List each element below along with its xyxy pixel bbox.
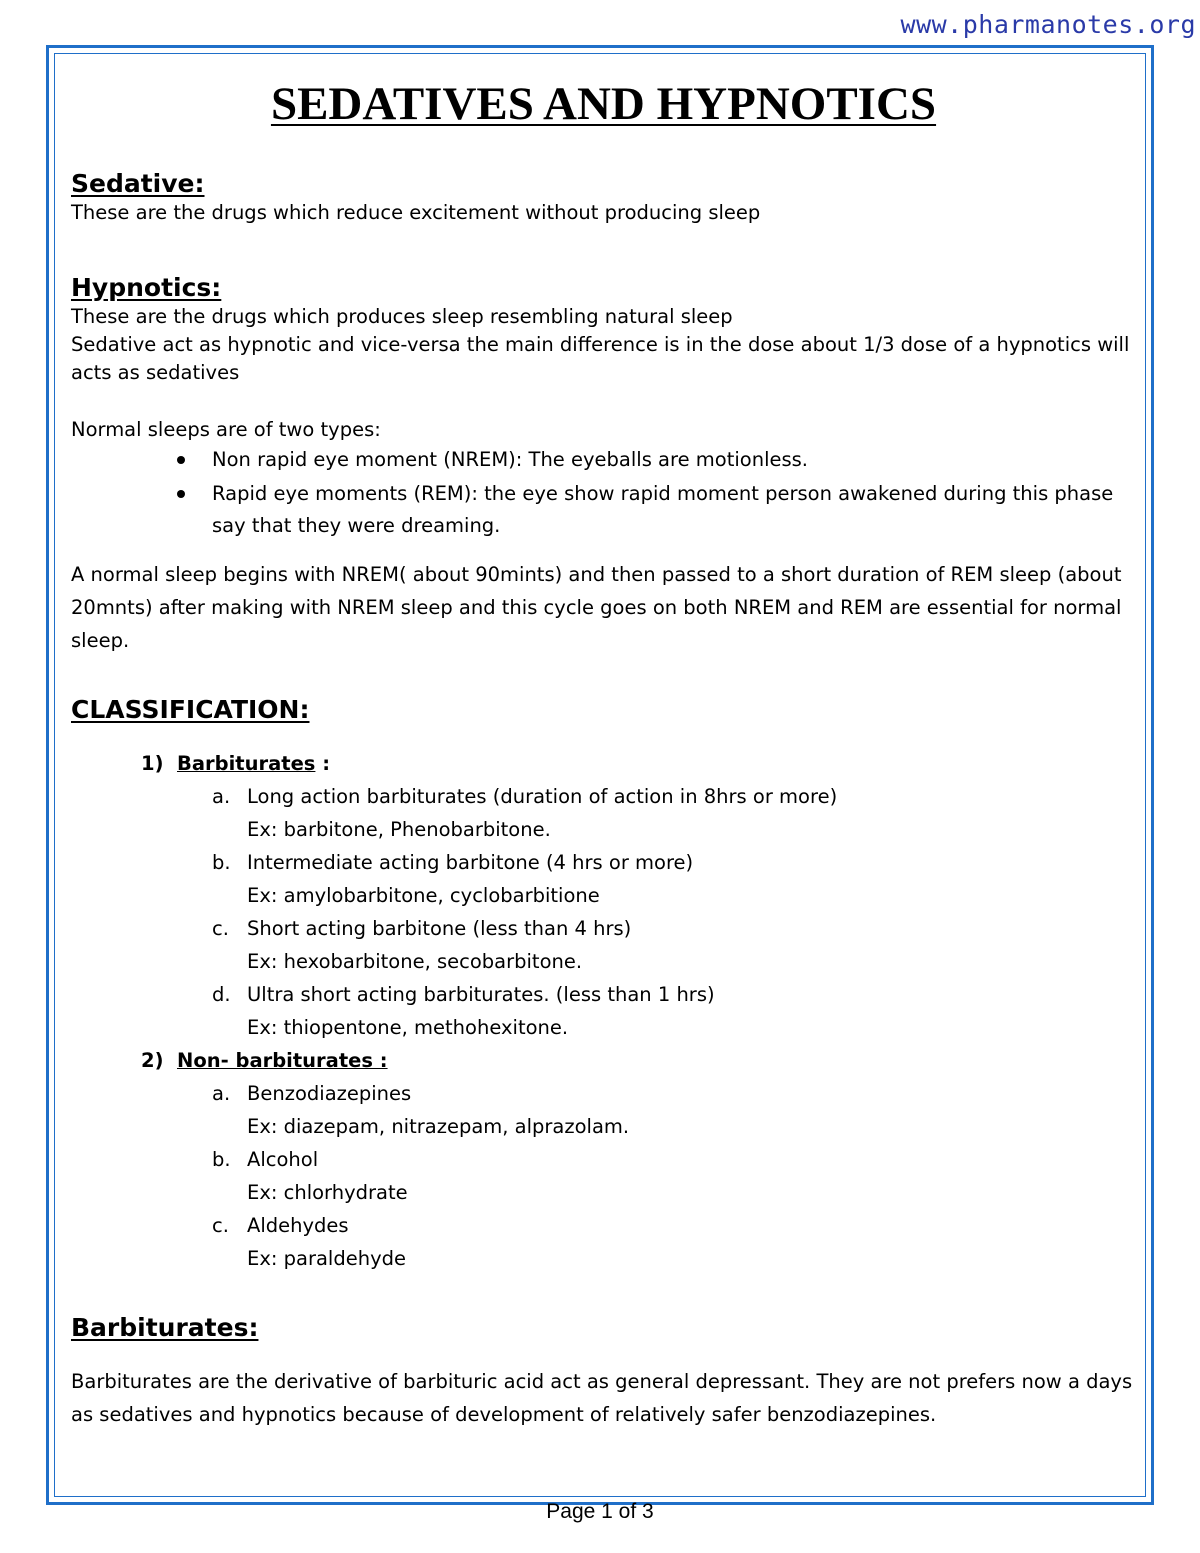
sleep-cycle-paragraph: A normal sleep begins with NREM( about 90mints) and then passed to a short duration of REM sleep (about 20mnts) after making with NREM sleep and this cycle goes on both NREM and REM are essential for normal sleep. (71, 563, 1122, 652)
hypnotics-dose-note: Sedative act as hypnotic and vice-versa the main difference is in the dose about 1/3 dose of a hypnotics will acts as sedatives (71, 333, 1130, 384)
classification-group-barbiturates: 1) Barbiturates : (141, 752, 331, 775)
example-line: Ex: paraldehyde (247, 1247, 406, 1270)
list-item: c. Short acting barbitone (less than 4 hrs) (212, 917, 632, 940)
list-item: a. Long action barbiturates (duration of action in 8hrs or more) (212, 785, 838, 808)
sedative-definition: These are the drugs which reduce excitement without producing sleep (71, 201, 761, 224)
bullet-icon (177, 490, 185, 498)
example-line: Ex: thiopentone, methohexitone. (247, 1016, 569, 1039)
example-line: Ex: diazepam, nitrazepam, alprazolam. (247, 1115, 630, 1138)
sleep-types-intro: Normal sleeps are of two types: (71, 418, 381, 441)
example-line: Ex: hexobarbitone, secobarbitone. (247, 950, 583, 973)
list-item: a. Benzodiazepines (212, 1082, 412, 1105)
sleep-types-list (71, 444, 1136, 542)
example-line: Ex: chlorhydrate (247, 1181, 408, 1204)
list-item: c. Aldehydes (212, 1214, 349, 1237)
list-item: Rapid eye moments (REM): the eye show rapid moment person awakened during this phase say that they were dreaming. (177, 478, 1136, 542)
classification-heading: CLASSIFICATION: (71, 695, 310, 724)
sedative-heading: Sedative: (71, 169, 205, 198)
document-body (71, 74, 1136, 1431)
bullet-icon (177, 456, 185, 464)
list-item: Non rapid eye moment (NREM): The eyeballs are motionless. (177, 444, 1136, 476)
page-title: SEDATIVES AND HYPNOTICS (270, 78, 937, 130)
barbiturates-heading: Barbiturates: (71, 1313, 259, 1342)
barbiturates-paragraph: Barbiturates are the derivative of barbituric acid act as general depressant. They are not prefers now a days as sedatives and hypnotics because of development of relatively safer benzodiazepines. (71, 1370, 1133, 1426)
list-item: d. Ultra short acting barbiturates. (less than 1 hrs) (212, 983, 715, 1006)
classification-group-non-barbiturates: 2) Non- barbiturates : (141, 1049, 388, 1072)
hypnotics-definition: These are the drugs which produces sleep resembling natural sleep (71, 305, 733, 328)
example-line: Ex: barbitone, Phenobarbitone. (247, 818, 551, 841)
watermark-url: www.pharmanotes.org (900, 10, 1196, 39)
page-number: Page 1 of 3 (546, 1500, 654, 1523)
list-item: b. Alcohol (212, 1148, 319, 1171)
example-line: Ex: amylobarbitone, cyclobarbitione (247, 884, 600, 907)
hypnotics-heading: Hypnotics: (71, 273, 222, 302)
list-item: b. Intermediate acting barbitone (4 hrs or more) (212, 851, 694, 874)
